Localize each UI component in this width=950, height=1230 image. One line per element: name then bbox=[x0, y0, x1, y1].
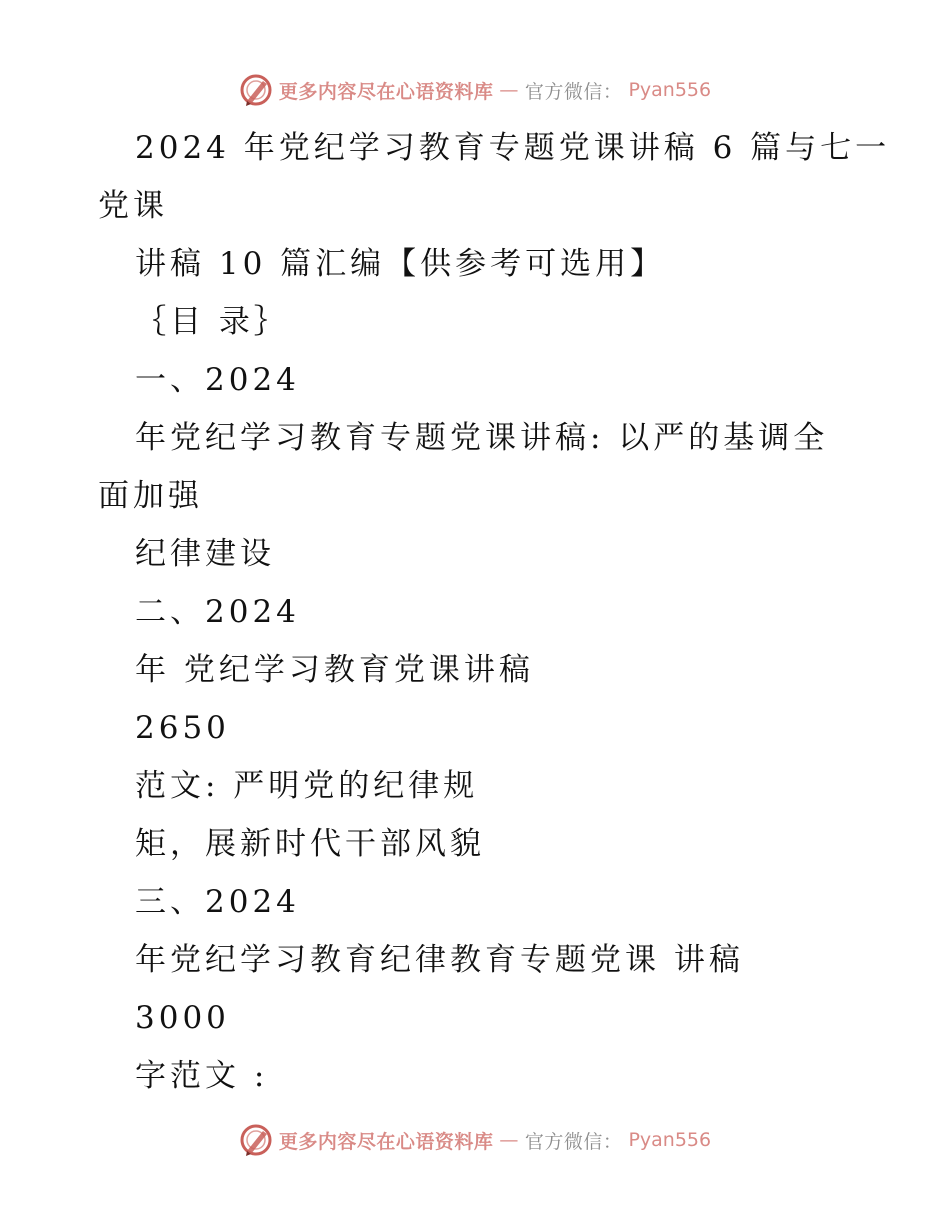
toc-item-2-text-3: 范文: 严明党的纪律规 bbox=[135, 768, 479, 804]
toc-item-3-text-2: 3000 bbox=[135, 1000, 230, 1036]
header-watermark-banner bbox=[0, 70, 950, 110]
pen-logo-icon bbox=[239, 1123, 273, 1157]
footer-watermark-banner bbox=[0, 1120, 950, 1160]
header-dash: — bbox=[499, 79, 519, 101]
footer-dash: — bbox=[499, 1129, 519, 1151]
toc-item-2-number: 二、2024 bbox=[135, 594, 300, 630]
doc-title-line-3: 讲稿 10 篇汇编【供参考可选用】 bbox=[135, 246, 666, 282]
footer-wechat-id: Pyan556 bbox=[628, 1129, 712, 1151]
doc-title-line-1: 2024 年党纪学习教育专题党课讲稿 6 篇与七一 bbox=[135, 130, 891, 166]
pen-logo-icon bbox=[239, 73, 273, 107]
toc-item-1-text-3: 纪律建设 bbox=[135, 536, 275, 572]
header-official-label: 官方微信： bbox=[524, 80, 623, 103]
toc-item-3-number: 三、2024 bbox=[135, 884, 300, 920]
toc-item-2-text-2: 2650 bbox=[135, 710, 230, 746]
toc-item-3-text-1: 年党纪学习教育纪律教育专题党课 讲稿 bbox=[135, 942, 744, 978]
toc-heading: ｛目 录｝ bbox=[135, 304, 289, 340]
toc-item-1-text-1: 年党纪学习教育专题党课讲稿: 以严的基调全 bbox=[135, 420, 829, 456]
toc-item-2-text-4: 矩，展新时代干部风貌 bbox=[135, 826, 485, 862]
doc-title-line-2: 党课 bbox=[98, 188, 168, 224]
toc-item-1-number: 一、2024 bbox=[135, 362, 300, 398]
toc-item-3-text-3: 字范文 : bbox=[135, 1058, 269, 1094]
header-brand-text: 更多内容尽在心语资料库 bbox=[278, 80, 494, 103]
toc-item-1-text-2: 面加强 bbox=[98, 478, 203, 514]
header-wechat-id: Pyan556 bbox=[628, 79, 712, 101]
toc-item-2-text-1: 年 党纪学习教育党课讲稿 bbox=[135, 652, 534, 688]
footer-official-label: 官方微信： bbox=[524, 1130, 623, 1153]
footer-brand-text: 更多内容尽在心语资料库 bbox=[278, 1130, 494, 1153]
